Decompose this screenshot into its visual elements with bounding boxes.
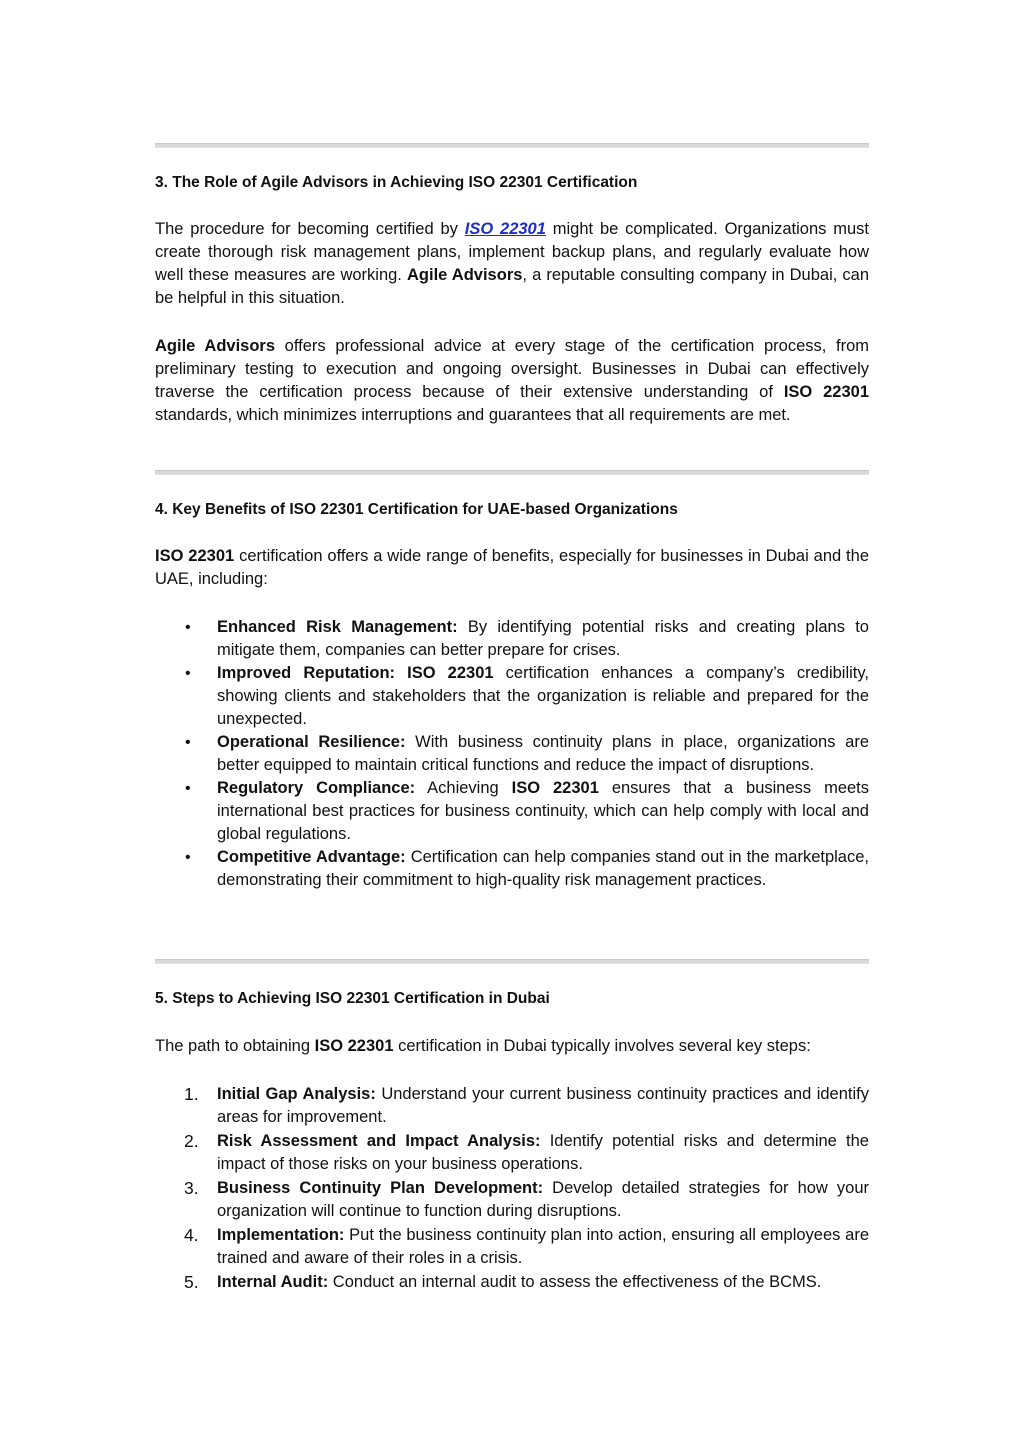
bold-text: Risk Assessment and Impact Analysis: [217,1132,541,1150]
text: ensures that a business meets international best practices for business continuity, which can help comply with local and global regulations. [217,779,870,843]
bold-text: Agile Advisors [155,337,276,355]
text: The procedure for becoming certified by [155,220,465,238]
steps-list [155,1083,869,1295]
list-item [155,1177,869,1223]
text: By identifying potential risks and creating plans to mitigate them, companies can better prepare for crises. [217,618,869,659]
list-item [155,731,869,777]
bold-text: Implementation: [217,1226,345,1244]
text: Understand your current business continuity practices and identify areas for improvement. [217,1085,869,1126]
bullet-icon: • [185,849,191,866]
bullet-icon: • [185,734,191,751]
text: The path to obtaining [155,1037,315,1055]
bullet-icon: • [185,619,191,636]
section-divider [155,470,869,475]
list-item [155,1130,869,1176]
step-number: 4. [184,1225,199,1245]
bold-text: ISO 22301 [314,1037,394,1055]
text: certification offers a wide range of benefits, especially for businesses in Dubai and the UAE, including: [155,547,869,588]
list-item [155,1271,869,1294]
text: Certification can help companies stand out in the marketplace, demonstrating their commitment to high-quality risk management practices. [217,848,869,889]
text: might be complicated. Organizations must create thorough risk management plans, implement backup plans, and regularly evaluate how well these measures are working. [155,220,869,284]
bold-text: Business Continuity Plan Development: [217,1179,544,1197]
list-item [155,616,869,662]
bold-text: Initial Gap Analysis: [217,1085,376,1103]
text: Identify potential risks and determine the impact of those risks on your business operations. [217,1132,869,1173]
text: certification enhances a company’s credibility, showing clients and stakeholders that the organization is reliable and prepared for the unexpected. [217,664,869,728]
text: Achieving [415,779,512,797]
list-item [155,777,869,846]
text: Conduct an internal audit to assess the effectiveness of the BCMS. [328,1273,822,1291]
benefits-list [155,616,869,892]
step-number: 2. [184,1131,199,1151]
section-3-paragraph-1 [155,218,869,310]
iso-22301-link[interactable]: ISO 22301 [464,220,546,238]
text: certification in Dubai typically involves several key steps: [393,1037,811,1055]
bold-text: Improved Reputation: [217,664,396,682]
bold-text: ISO 22301 [155,547,235,565]
text [395,664,407,682]
step-number: 3. [184,1178,199,1198]
list-item [155,662,869,731]
section-4-heading: 4. Key Benefits of ISO 22301 Certification for UAE-based Organizations [155,501,678,518]
text: Develop detailed strategies for how your organization will continue to function during disruptions. [217,1179,869,1220]
bold-text: ISO 22301 [783,383,869,401]
bullet-icon: • [185,665,191,682]
bold-text: ISO 22301 [511,779,599,797]
text: standards, which minimizes interruptions and guarantees that all requirements are met. [155,406,791,424]
bold-text: Internal Audit: [217,1273,329,1291]
text: offers professional advice at every stage of the certification process, from preliminary testing to execution and ongoing oversight. Businesses in Dubai can effectively traverse the certification process because of their extensive understanding of [155,337,869,401]
text: With business continuity plans in place, organizations are better equipped to maintain critical functions and reduce the impact of disruptions. [217,733,869,774]
list-item [155,1224,869,1270]
section-4-intro [155,545,869,591]
section-3-paragraph-2 [155,335,869,427]
bold-text: Competitive Advantage: [217,848,406,866]
bold-text: ISO 22301 [407,664,494,682]
section-divider [155,959,869,964]
text: Put the business continuity plan into action, ensuring all employees are trained and aware of their roles in a crisis. [217,1226,869,1267]
section-5-intro [155,1035,869,1058]
list-item [155,1083,869,1129]
step-number: 1. [184,1084,199,1104]
section-divider [155,143,869,148]
bold-text: Regulatory Compliance: [217,779,416,797]
section-3-heading: 3. The Role of Agile Advisors in Achieving ISO 22301 Certification [155,174,638,191]
step-number: 5. [184,1272,199,1292]
section-5-heading: 5. Steps to Achieving ISO 22301 Certification in Dubai [155,990,550,1007]
bold-text: Enhanced Risk Management: [217,618,458,636]
bold-text: Operational Resilience: [217,733,406,751]
bullet-icon: • [185,780,191,797]
bold-text: Agile Advisors [406,266,523,284]
text: , a reputable consulting company in Dubai, can be helpful in this situation. [155,266,870,307]
list-item [155,846,869,892]
